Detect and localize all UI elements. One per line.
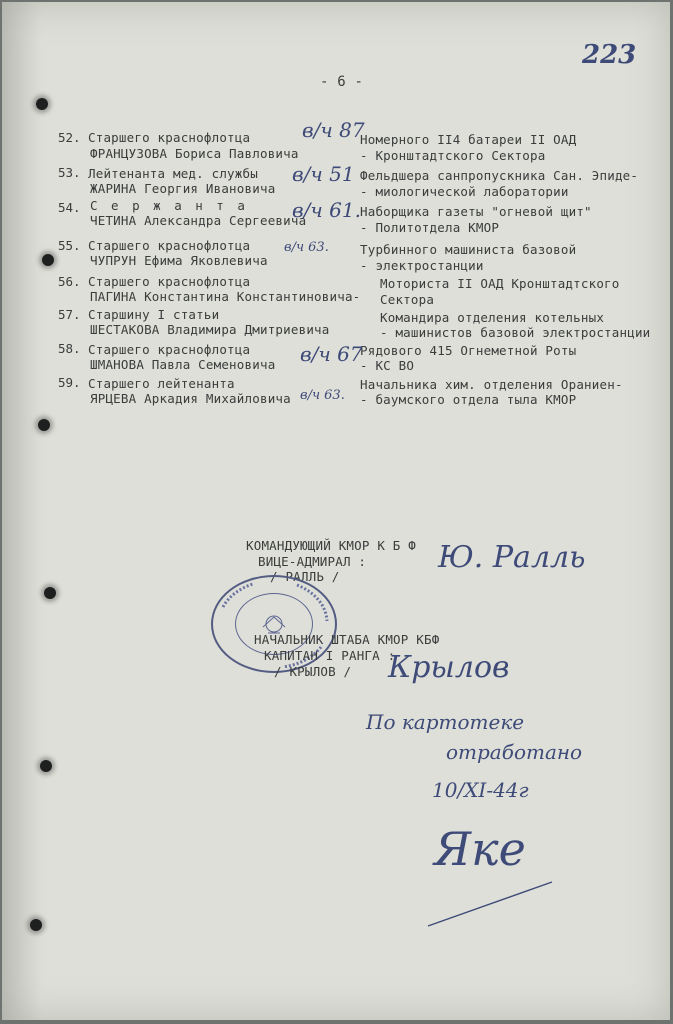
entry-handwritten-note: в/ч 87 [302,118,365,142]
annotation-date: 10/XI-44г [432,778,529,802]
commander-name: / РАЛЛЬ / [270,569,340,584]
entry-position-line2: - миологической лаборатории [360,184,569,199]
binding-hole [38,419,50,431]
entry-position-line2: - баумского отдела тыла КМОР [360,392,577,407]
entry-name: ЯРЦЕВА Аркадия Михайловича [90,391,291,406]
entry-rank: Старшину I статьи [88,307,220,322]
entry-rank: Старшего краснофлотца [88,130,251,145]
page-shadow-edge [2,2,42,1020]
entry-position-line1: Моториста II ОАД Кронштадтского [380,276,620,291]
entry-rank: Лейтенанта мед. службы [88,166,258,181]
entry-number: 57. [58,307,81,322]
entry-number: 58. [58,341,81,356]
binding-hole [40,760,52,772]
entry-rank: Старшего лейтенанта [88,376,235,391]
entry-name: ПАГИНА Константина Константиновича- [90,289,361,304]
entry-handwritten-note: в/ч 67 [300,342,363,366]
entry-rank: С е р ж а н т а [90,198,248,213]
annotation-line1: По картотеке [366,710,525,734]
entry-handwritten-note: в/ч 63. [300,388,345,403]
entry-position-line1: Наборщика газеты "огневой щит" [360,204,592,219]
archive-page-number: 223 [582,40,637,70]
chief-of-staff-name: / КРЫЛОВ / [274,664,352,679]
entry-handwritten-note: в/ч 63. [284,240,329,255]
binding-hole [42,254,54,266]
entry-position-line1: Командира отделения котельных [380,310,605,325]
entry-name: ШМАНОВА Павла Семеновича [90,357,276,372]
commander-rank: ВИЦЕ-АДМИРАЛ : [258,554,367,569]
entry-position-line2: - машинистов базовой электростанции [380,325,651,340]
entry-position-line1: Фельдшера санпропускника Сан. Эпиде- [360,168,639,183]
entry-rank: Старшего краснофлотца [88,238,251,253]
entry-handwritten-note: в/ч 61. [292,198,361,222]
entry-name: ЖАРИНА Георгия Ивановича [90,181,276,196]
entry-position-line1: Номерного II4 батареи II ОАД [360,132,577,147]
commander-signature: Ю. Ралль [438,540,586,575]
entry-position-line2: - Политотдела КМОР [360,220,500,235]
binding-hole [30,919,42,931]
entry-name: ШЕСТАКОВА Владимира Дмитриевича [90,322,330,337]
entry-handwritten-note: в/ч 51 [292,162,355,186]
entry-name: ЧЕТИНА Александра Сергеевича [90,213,307,228]
document-page [2,2,670,1020]
entry-position-line2: - КС ВО [360,358,415,373]
chief-of-staff-rank: КАПИТАН I РАНГА : [264,648,396,663]
chief-of-staff-title: НАЧАЛЬНИК ШТАБА КМОР КБФ [254,632,440,647]
annotation-signature: Яке [434,822,526,876]
binding-hole [44,587,56,599]
binding-hole [36,98,48,110]
chief-of-staff-signature: Крылов [388,650,510,685]
entry-position-line1: Начальника хим. отделения Ораниен- [360,377,623,392]
entry-position-line2: - электростанции [360,258,484,273]
annotation-line2: отработано [446,740,583,764]
page-number: - 6 - [320,74,364,90]
entry-rank: Старшего краснофлотца [88,274,251,289]
signature-stroke [422,872,562,932]
entry-number: 53. [58,165,81,180]
entry-name: ФРАНЦУЗОВА Бориса Павловича [90,146,299,161]
entry-number: 56. [58,274,81,289]
entry-number: 55. [58,238,81,253]
entry-position-line1: Турбинного машиниста базовой [360,242,577,257]
commander-title: КОМАНДУЮЩИЙ КМОР К Б Ф [246,538,416,553]
entry-number: 52. [58,130,81,145]
entry-position-line2: Сектора [380,292,435,307]
entry-number: 59. [58,375,81,390]
entry-number: 54. [58,200,81,215]
entry-position-line2: - Кронштадтского Сектора [360,148,546,163]
entry-name: ЧУПРУН Ефима Яковлевича [90,253,268,268]
entry-rank: Старшего краснофлотца [88,342,251,357]
entry-position-line1: Рядового 415 Огнеметной Роты [360,343,577,358]
